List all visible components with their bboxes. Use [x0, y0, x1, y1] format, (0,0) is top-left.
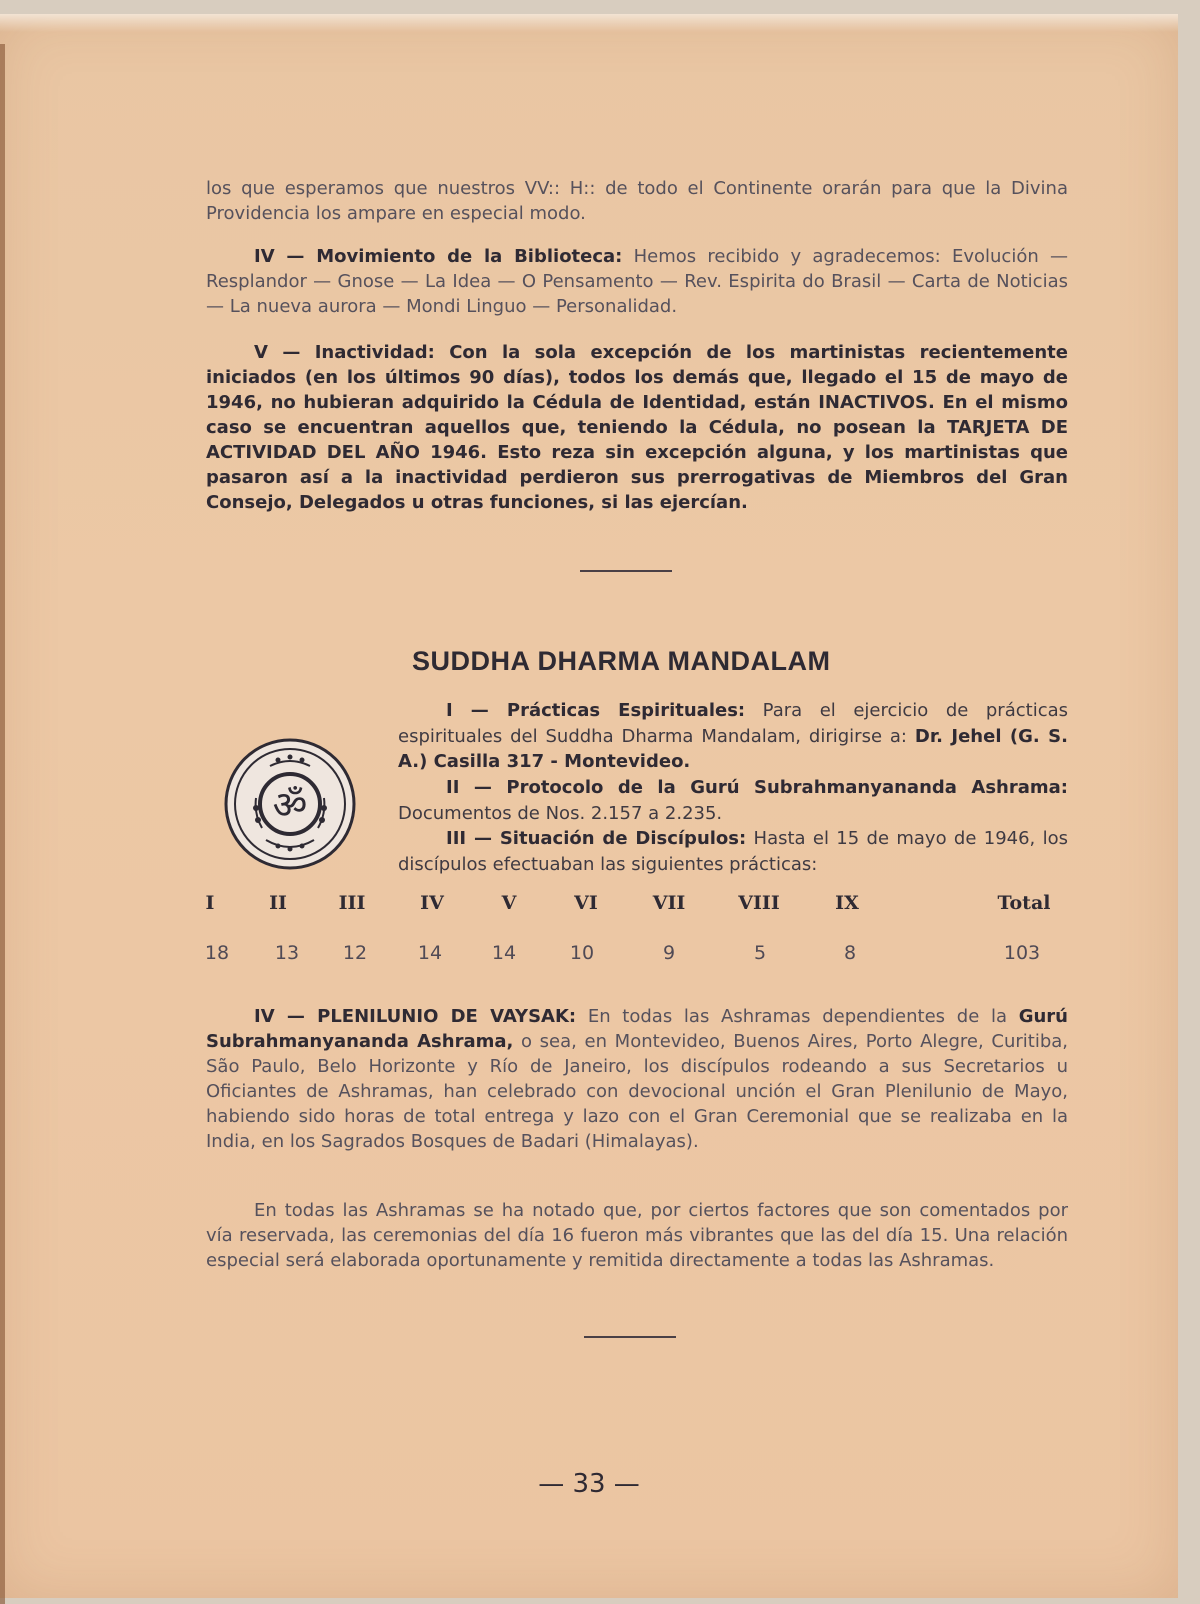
section-iv-text: Hemos recibido y agradecemos: Evolución — Resplandor — Gnose — La Idea — O Pensamento — Rev. Espirita do Brasil — Carta de Noticias — La nueva aurora — Mondi Linguo — Personalidad. [206, 246, 1068, 317]
table-header-cell: III [338, 892, 366, 914]
section-iv-label: IV — Movimiento de la Biblioteca: [254, 246, 623, 267]
disciples-table-header [0, 892, 1178, 918]
table-header-cell: Total [997, 892, 1051, 914]
item-i-paragraph [398, 698, 1068, 775]
table-value-cell: 5 [753, 942, 767, 964]
table-value-cell: 9 [662, 942, 676, 964]
page-top-edge [0, 14, 1178, 32]
item-i-text: Para el ejercicio de prácticas espirituales del Suddha Dharma Mandalam, dirigirse a: [398, 700, 1068, 747]
section-heading: SUDDHA DHARMA MANDALAM [412, 646, 831, 676]
table-header-cell: VIII [738, 892, 780, 914]
table-value-cell: 12 [342, 942, 368, 964]
table-value-cell: 10 [569, 942, 595, 964]
table-value-cell: 103 [1003, 942, 1041, 964]
section-v-paragraph [206, 340, 1068, 515]
item-iii-text: Hasta el 15 de mayo de 1946, los discípulos efectuaban las siguientes prácticas: [398, 828, 1068, 875]
plenilunio-paragraph [206, 1004, 1068, 1154]
item-iii-label: III — Situación de Discípulos: [446, 828, 747, 849]
table-header-cell: V [501, 892, 517, 914]
table-value-cell: 14 [417, 942, 443, 964]
closing-paragraph [206, 1198, 1068, 1273]
table-header-cell: I [205, 892, 215, 914]
section-v-text: V — Inactividad: Con la sola excepción de los martinistas recientemente iniciados (en los últimos 90 días), todos los demás que, llegado el 15 de mayo de 1946, no hubieran adquirido la Cédula de Identidad, están INACTIVOS. En el mismo caso se encuentran aquellos que, teniendo la Cédula, no posean la TARJETA DE ACTIVIDAD DEL AÑO 1946. Esto reza sin excepción alguna, y los martinistas que pasaron así a la inactividad perdieron sus prerrogativas de Miembros del Gran Consejo, Delegados u otras funciones, si las ejercían. [206, 342, 1068, 513]
item-i-address: Dr. Jehel (G. S. A.) Casilla 317 - Montevideo. [398, 725, 1068, 772]
plenilunio-text-1: En todas las Ashramas dependientes de la [576, 1006, 1019, 1027]
table-value-cell: 14 [491, 942, 517, 964]
om-seal-icon [222, 736, 358, 872]
page [0, 14, 1178, 1598]
table-value-cell: 8 [843, 942, 857, 964]
item-iii-paragraph [398, 826, 1068, 877]
plenilunio-ashrama-name: Gurú Subrahmanyananda Ashrama, [206, 1006, 1068, 1052]
table-header-cell: VII [652, 892, 686, 914]
item-ii-paragraph [398, 775, 1068, 826]
table-value-cell: 13 [274, 942, 300, 964]
disciples-table-values [0, 942, 1178, 968]
table-header-cell: IV [420, 892, 444, 914]
table-header-cell: VI [574, 892, 598, 914]
om-symbol: ॐ [272, 783, 308, 827]
table-header-cell: II [269, 892, 287, 914]
separator-rule-top [580, 570, 672, 572]
plenilunio-text-2: o sea, en Montevideo, Buenos Aires, Porto Alegre, Curitiba, São Paulo, Belo Horizonte y Río de Janeiro, los discípulos rodeando a sus Secretarios u Oficiantes de Ashramas, han celebrado con devocional unción el Gran Plenilunio de Mayo, habiendo sido horas de total entrega y lazo con el Gran Ceremonial que se realizaba en la India, en los Sagrados Bosques de Badari (Himalayas). [206, 1031, 1068, 1152]
page-binding-edge [0, 44, 5, 1604]
table-header-cell: IX [835, 892, 859, 914]
item-i-label: I — Prácticas Espirituales: [446, 700, 746, 721]
intro-text: los que esperamos que nuestros VV:: H:: de todo el Continente orarán para que la Divina Providencia los ampare en especial modo. [206, 178, 1068, 224]
closing-text: En todas las Ashramas se ha notado que, por ciertos factores que son comentados por vía reservada, las ceremonias del día 16 fueron más vibrantes que las del día 15. Una relación especial será elaborada oportunamente y remitida directamente a todas las Ashramas. [206, 1200, 1068, 1271]
plenilunio-label: IV — PLENILUNIO DE VAYSAK: [254, 1006, 577, 1027]
page-number: — 33 — [538, 1469, 640, 1499]
item-ii-label: II — Protocolo de la Gurú Subrahmanyananda Ashrama: [446, 777, 1068, 798]
separator-rule-bottom [584, 1336, 676, 1338]
intro-paragraph [206, 176, 1068, 226]
item-ii-text: Documentos de Nos. 2.157 a 2.235. [398, 802, 723, 824]
table-value-cell: 18 [204, 942, 230, 964]
section-iv-paragraph [206, 244, 1068, 319]
